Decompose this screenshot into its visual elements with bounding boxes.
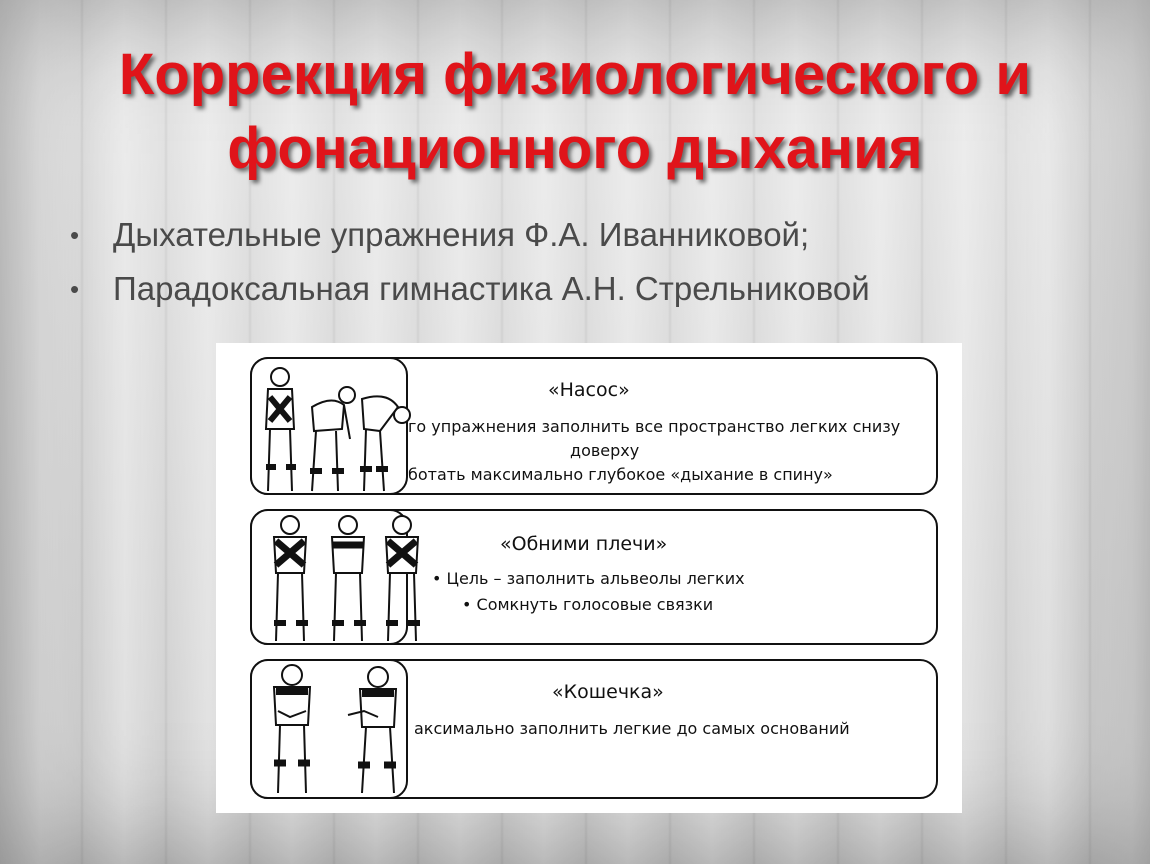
exercise-card-kitty (250, 659, 938, 799)
bullet-dot: • (70, 220, 80, 250)
exercise-card-pump (250, 357, 938, 495)
exercise-line: аксимально заполнить легкие до самых оснований (414, 719, 850, 738)
hug-shoulders-figures-icon (252, 511, 452, 647)
title-line-1: Коррекция физиологического и (118, 42, 1032, 107)
exercise-line: ботать максимально глубокое «дыхание в спину» (408, 465, 833, 484)
exercise-illustration (216, 343, 962, 813)
bullet-text: Парадоксальная гимнастика А.Н. Стрельниковой (113, 270, 870, 307)
exercise-line: • Цель – заполнить альвеолы легких (432, 569, 745, 588)
exercise-card-hug-shoulders (250, 509, 938, 645)
bullet-dot: • (70, 274, 80, 304)
bullet-text: Дыхательные упражнения Ф.А. Иванниковой; (113, 216, 810, 253)
exercise-name: «Обними плечи» (500, 533, 668, 555)
exercise-line: го упражнения заполнить все пространство легких снизу (408, 417, 901, 436)
slide-title (0, 38, 1150, 186)
bullet-list (70, 208, 870, 316)
exercise-line: • Сомкнуть голосовые связки (462, 595, 714, 614)
bullet-item (70, 262, 870, 316)
exercise-name: «Кошечка» (552, 681, 664, 703)
title-line-2: фонационного дыхания (227, 116, 923, 181)
exercise-name: «Насос» (548, 379, 630, 401)
bullet-item (70, 208, 870, 262)
exercise-line: доверху (570, 441, 640, 460)
